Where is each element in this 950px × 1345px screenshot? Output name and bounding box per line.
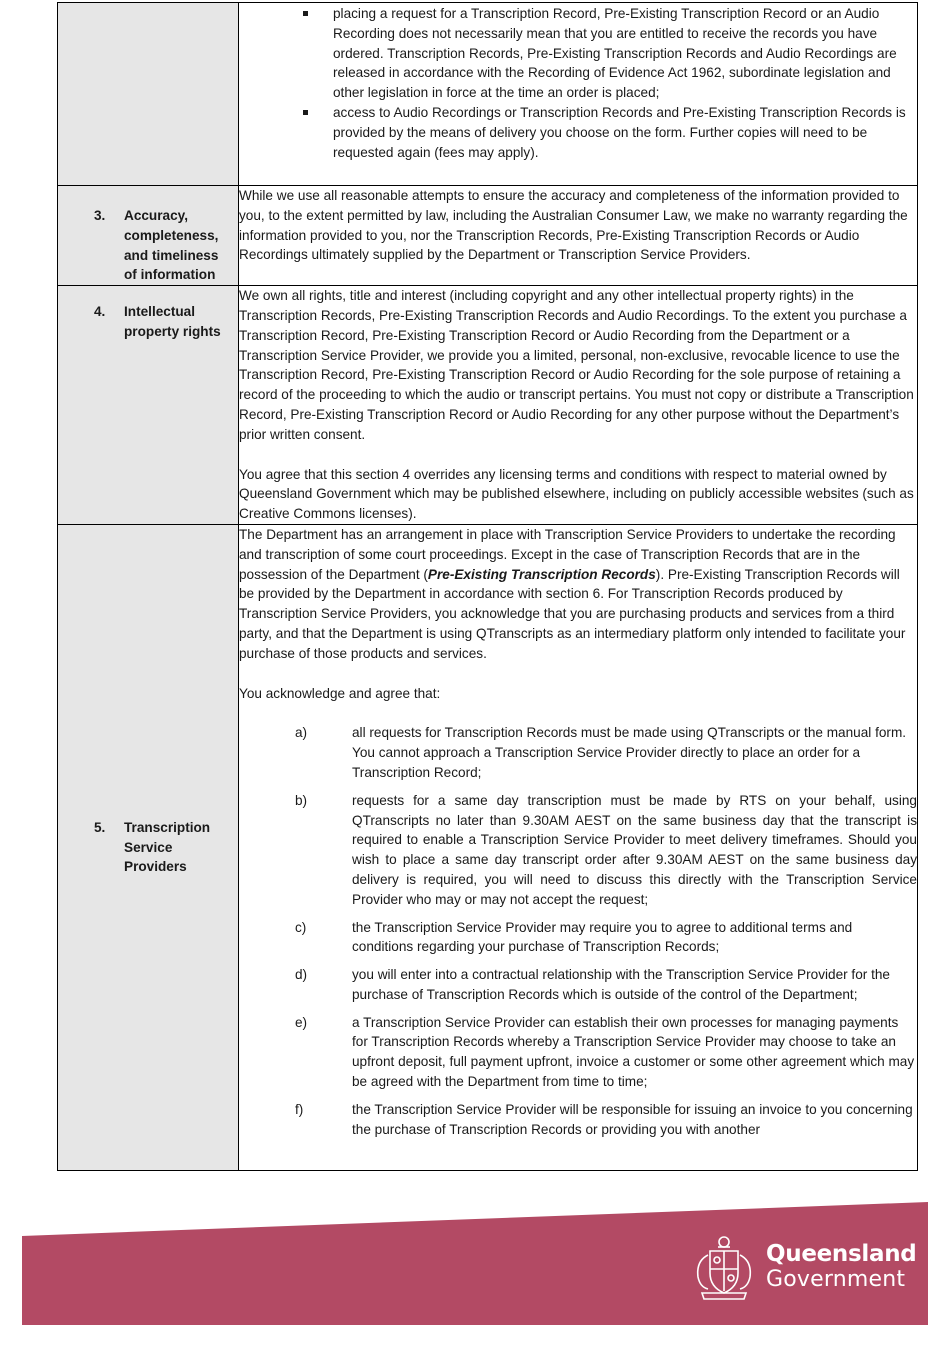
- section-number: 3.: [94, 208, 106, 223]
- row-heading-cell: [58, 3, 239, 186]
- list-item: d) you will enter into a contractual relationship with the Transcription Service Provider for the purchase of Transcription Records which is outside of the control of the Department;: [295, 967, 890, 1002]
- defined-term: Pre-Existing Transcription Records: [427, 566, 656, 582]
- terms-row-ip: [58, 286, 918, 525]
- section-heading: [58, 302, 238, 342]
- section-heading: [58, 206, 238, 285]
- list-item: a) all requests for Transcription Records must be made using QTranscripts or the manual form. You cannot approach a Transcription Service Provider directly to place an order for a Transcription Record;: [295, 725, 907, 780]
- section-number: 5.: [94, 819, 106, 835]
- row-content-cell: [239, 524, 918, 1170]
- row-content-cell: [239, 186, 918, 286]
- paragraph: You agree that this section 4 overrides any licensing terms and conditions with respect to material owned by Queensland Government which may be published elsewhere, including on publicly accessible websites (such as Creative Commons licenses).: [239, 466, 914, 522]
- brand-wordmark: [766, 1241, 916, 1293]
- row-content-cell: [239, 286, 918, 525]
- terms-row-accuracy: [58, 186, 918, 286]
- obligation-list: [239, 723, 917, 1139]
- brand-line-2: Government: [766, 1267, 906, 1292]
- section-title: Intellectual property rights: [124, 304, 221, 339]
- bullet-item: placing a request for a Transcription Record, Pre-Existing Transcription Record or an Audio Recording does not necessarily mean that you are entitled to receive the records you have ordered. Transcription Records, Pre-Existing Transcription Records and Audio Recordings are released in accordance with the Recording of Evidence Act 1962, subordinate legislation and other legislation in force at the time an order is placed;: [303, 4, 917, 103]
- list-item: e) a Transcription Service Provider can establish their own processes for managing payments for Transcription Records whereby a Transcription Service Provider may choose to take an upfront deposit, full payment upfront, invoice a customer or some other agreement which may be agreed with the Department from time to time;: [295, 1014, 915, 1090]
- paragraph: We own all rights, title and interest (including copyright and any other intellectual property rights) in the Transcription Records, Pre-Existing Transcription Records and Audio Recordings. To the extent you purchase a Transcription Record, Pre-Existing Transcription Record or Audio Recording from the Department or a Transcription Service Provider, we provide you a limited, personal, non-exclusive, revocable licence to use the Transcription Record, Pre-Existing Transcription Record or Audio Recording for the sole purpose of retaining a record of the proceeding to which the audio or transcript pertains. You must not copy or distribute a Transcription Record, Pre-Existing Transcription Record or Audio Recording for any other purpose without the Department’s prior written consent.: [239, 288, 914, 442]
- section-title: Accuracy, completeness, and timeliness of information: [124, 208, 219, 283]
- bullet-item: access to Audio Recordings or Transcription Records and Pre-Existing Transcription Records is provided by the means of delivery you choose on the form. Further copies will need to be requested again (fees may apply).: [303, 103, 917, 162]
- coat-of-arms-icon: [688, 1231, 760, 1303]
- row-heading-cell: [58, 524, 239, 1170]
- list-item: f) the Transcription Service Provider will be responsible for issuing an invoice to you concerning the purchase of Transcription Records or providing you with another: [295, 1101, 913, 1137]
- brand-line-1: Queensland: [766, 1241, 917, 1267]
- row-heading-cell: [58, 286, 239, 525]
- row-heading-cell: [58, 186, 239, 286]
- intro-paragraph: The Department has an arrangement in place with Transcription Service Providers to undertake the recording and transcription of some court proceedings. Except in the case of Transcription Records that are in the possession of the Department (Pre-Existing Transcription Records). Pre-Existing Transcription Records will be provided by the Department in accordance with section 6. For Transcription Records produced by Transcription Service Providers, you acknowledge that you are purchasing products and services from a third party, and that the Department is using QTranscripts as an intermediary platform only intended to facilitate your purchase of those products and services.: [239, 526, 906, 661]
- section-number: 4.: [94, 304, 106, 320]
- terms-table: [57, 2, 918, 1171]
- section-title: Transcription Service Providers: [124, 819, 211, 875]
- acknowledge-text: You acknowledge and agree that:: [239, 685, 441, 701]
- paragraph: While we use all reasonable attempts to ensure the accuracy and completeness of the information provided to you, to the extent permitted by law, including the Australian Consumer Law, we make no warranty regarding the information provided to you, nor the Transcription Records, Pre-Existing Transcription Records or Audio Recordings ultimately supplied by the Department or Transcription Service Providers.: [239, 188, 908, 263]
- bullet-list: [239, 4, 917, 162]
- terms-row-continued: [58, 3, 918, 186]
- list-item: b) requests for a same day transcription must be made by RTS on your behalf, using QTranscripts no later than 9.30AM AEST on the same business day that the transcript is required to enable a Transcription Service Provider to meet delivery timeframes. Should you wish to place a same day transcript order after 9.30AM AEST on the same business day delivery is required, you will need to discuss this directly with the Transcription Service Provider who may or may not accept the request;: [295, 792, 917, 907]
- queensland-government-logo: [688, 1231, 916, 1303]
- section-heading: [58, 818, 238, 877]
- terms-row-providers: [58, 524, 918, 1170]
- row-content-cell: [239, 3, 918, 186]
- list-item: c) the Transcription Service Provider may require you to agree to additional terms and conditions regarding your purchase of Transcription Records;: [295, 919, 853, 955]
